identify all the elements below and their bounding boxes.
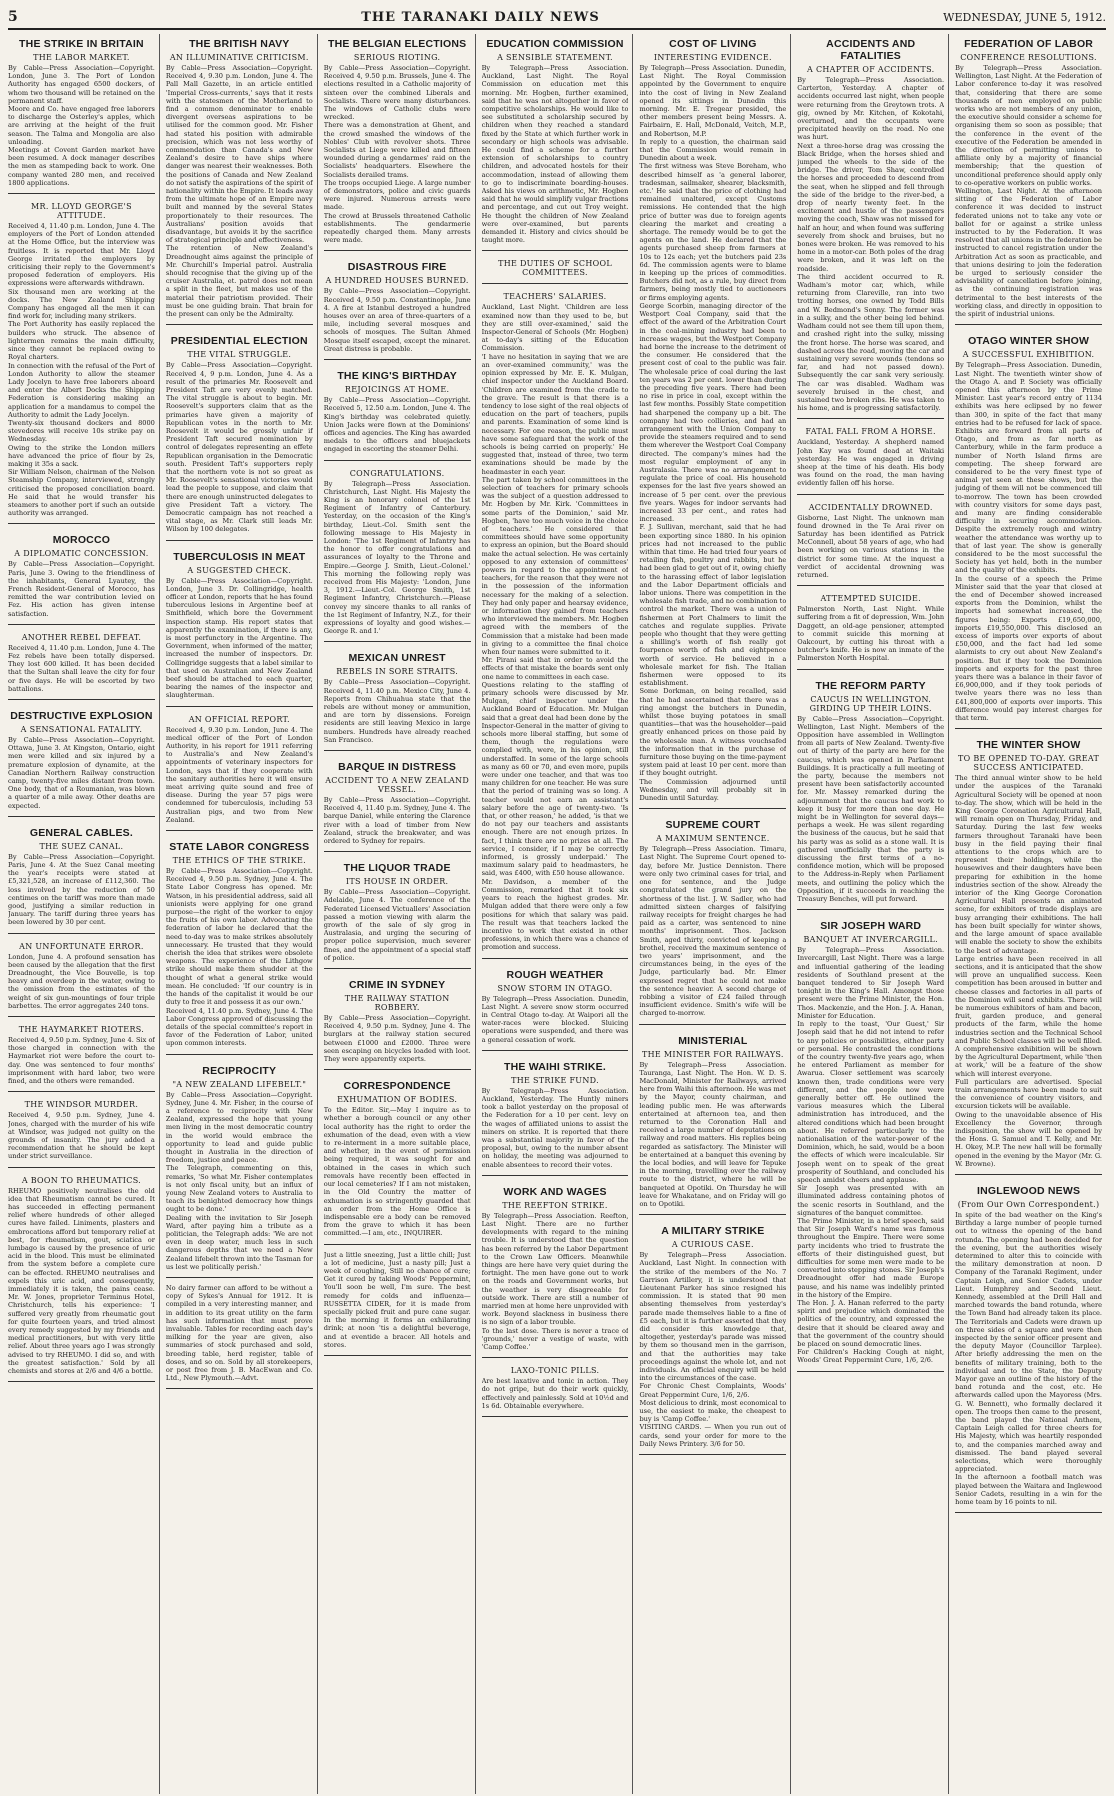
- section-divider: [166, 830, 313, 831]
- article-paragraph: By Telegraph—Press Association. Carterton, Yesterday. A chapter of accidents occurred last night, when people were returning from the Greytown trots. A gig, owned by Mr. Kitchen, of Kokotahi, overturned, and the occupants were precipitated heavily on the road. No one was hurt.: [797, 76, 945, 142]
- section-divider: [8, 1016, 155, 1017]
- article-headline: SUPREME COURT: [665, 819, 761, 832]
- article: [166, 34, 313, 331]
- article-subheading: MR. LLOYD GEORGE'S ATTITUDE.: [31, 202, 132, 221]
- article-subheading: LAXO-TONIC PILLS.: [510, 1366, 600, 1376]
- article-paragraph: By Cable—Press Association—Copyright. Received 4, 9.50 p.m. Constantinople, June 4. A fire at Istanbul destroyed a hundred houses over an area of three-quarters of a mile, including several mosques and schools of mosques. The Sultan Ahmed Mosque itself escaped, except the minaret. Great distress is probable.: [323, 287, 471, 353]
- article-paragraph: By Telegraph—Press Association. Christchurch, Last Night. His Majesty the King is an honorary colonel of the 1st Regiment of Infantry of Canterbury. Yesterday, on the occasion of the King's birthday, Lieut.-Col. Smith sent the following message to His Majesty in London: 'The 1st Regiment of Infantry has the honor to offer congratulations and assurances of loyalty to the Throne and Empire.—George J. Smith, Lieut.-Colonel.' This morning the following reply was received from His Majesty: 'London, June 3, 1912.—Lieut.-Col. George Smith, 1st Regiment Infantry, Christchurch.—Please convey my sincere thanks to all ranks of the 1st Regiment of Infantry, N.Z., for their expressions of loyalty and good wishes.—George R. and I.': [323, 479, 471, 636]
- article-headline: ROUGH WEATHER: [506, 968, 604, 981]
- article-subheading: CONGRATULATIONS.: [349, 468, 445, 478]
- section-divider: [324, 968, 471, 969]
- article-paragraph: By Cable—Press Association—Copyright. Wellington, Last Night. Members of the Opposition have assembled in Wellington from all parts of New Zealand. Twenty-five out of thirty of the party are here for the caucus, which was opened in Parliament Buildings. It is practically a full meeting of the party, because the members not present have been satisfactorily accounted for. Mr. Massey remarked during the adjournment that the caucus had work to keep it busy for more than one day. He might be in Wellington for several days—perhaps a week. He was silent regarding the business of the caucus, but he said that his party was as solid as a stone wall. It is gathered unofficially that the party is discussing the first terms of a no-confidence motion, which will be proposed to the Address-in-Reply when Parliament meets, and outlining the policy which the Opposition, if it succeeds in reaching the Treasury Benches, will put forward.: [797, 714, 945, 904]
- section-divider: [797, 1371, 944, 1372]
- article-paragraph: By Telegraph—Press Association. Invercargill, Last Night. There was a large and influential gathering of the leading residents of Southland present at the banquet tendered to Sir Joseph Ward tonight in the King's Hall. Amongst those present were the Prime Minister, the Hon. Thos. Mackenzie, and the Hon. J. A. Hanan, Minister for Education.: [797, 946, 945, 1020]
- section-divider: [324, 359, 471, 360]
- section-divider: [797, 585, 944, 586]
- article-headline: THE REFORM PARTY: [815, 679, 926, 692]
- section-divider: [324, 641, 471, 642]
- issue-date: WEDNESDAY, JUNE 5, 1912.: [943, 10, 1106, 24]
- section-divider: [324, 250, 471, 251]
- article-subheading: A CHAPTER OF ACCIDENTS.: [807, 65, 935, 74]
- article-headline: STATE LABOR CONGRESS: [169, 841, 310, 854]
- section-divider: [8, 816, 155, 817]
- article-subheading: SERIOUS RIOTING.: [353, 53, 441, 62]
- article-subheading: THE WINDSOR MURDER.: [24, 1100, 139, 1110]
- section-divider: [797, 909, 944, 910]
- article-paragraph: Auckland, Yesterday. A shepherd named John Kay was found dead at Waitaki yesterday. He was engaged in driving sheep at the time of his death. His body was found on the road, the man having evidently fallen off his horse.: [797, 438, 945, 488]
- article-paragraph: Received 4, 11.40 p.m. London, June 4. The employers of the Port of London attended at the Home Office, but the interview was fruitless. It is reported that Mr. Lloyd George irritated the employers by criticising their reply to the Government's proposed federation of employers. His expressions were afterwards withdrawn.: [8, 222, 155, 288]
- article-paragraph: Sir William Nelson, chairman of the Nelson Steamship Company, interviewed, strongly criticised the proposed conciliation board. He said that he would transfer his steamers to another port if such an outside authority was arranged.: [8, 468, 155, 518]
- article-subheading: A BOON TO RHEUMATICS.: [21, 1175, 142, 1185]
- news-column: [797, 34, 949, 1794]
- section-divider: [797, 494, 944, 495]
- article-subheading: CAUCUS IN WELLINGTON. GIRDING UP THEIR LOINS.: [809, 694, 932, 713]
- article-subheading: REBELS IN SORE STRAITS.: [336, 667, 459, 677]
- article-subheading: TO BE OPENED TO-DAY. GREAT SUCCESS ANTICIPATED.: [958, 754, 1100, 773]
- article-paragraph: Mr. Davidson, a member of the Commission, remarked that it took six years to reach the highest grades. Mr. Mulgan added that there were only a few positions for which that salary was paid. The result was that teachers lacked the incentive to work that existed in other professions, in which there was a chance of promotion and success.: [481, 877, 629, 952]
- section-divider: [482, 283, 629, 284]
- section-divider: [166, 540, 313, 541]
- article-paragraph: By Cable—Press Association—Copyright. Received 4, 9.50 p.m. Sydney, June 4. The burglars at the railway station secured between £1000 and £2000. Three were seen escaping on bicycles loaded with loot. They were apparently experts.: [323, 1014, 471, 1064]
- article-paragraph: F. J. Sullivan, merchant, said that he had been exporting since 1880. In his opinion prices had not increased to the public within that time. He had tried four years of retailing fish, poultry and rabbits, but he had been glad to get out of it, owing chiefly to the harassing effect of labor legislation and the Labor Department officials and labor unions. There was competition in the wholesale fish trade, and no combination to control the market. There was a union of fishermen at Port Chalmers to limit the catches and regulate supplies. Private people who thought that they were getting a shilling's worth of fish really got fourpence worth of fish and eightpence worth of service. He believed in a wholesale market for fish. The Italian fishermen were opposed to its establishment.: [639, 523, 787, 688]
- article-paragraph: By Telegraph—Press Association. Dunedin, Last Night. A severe snow storm occurred in Central Otago to-day. At Waipori all the water-races were blocked. Sluicing operations were suspended, and there was a general cessation of work.: [481, 994, 629, 1044]
- article-headline: MEXICAN UNREST: [348, 652, 446, 665]
- article: [324, 1076, 471, 1250]
- article-headline: COST OF LIVING: [669, 38, 757, 50]
- article-paragraph: Most delicious to drink, most economical to use, the easiest to make, the cheapest to buy is 'Camp Coffee.': [639, 1398, 787, 1424]
- section-divider: [166, 324, 313, 325]
- article-subheading: FATAL FALL FROM A HORSE.: [805, 427, 936, 437]
- section-divider: [482, 1416, 629, 1417]
- article-subheading: A DIPLOMATIC CONCESSION.: [14, 549, 149, 559]
- article-headline: THE STRIKE IN BRITAIN: [19, 38, 144, 50]
- article-headline: PRESIDENTIAL ELECTION: [170, 335, 308, 348]
- section-divider: [324, 1244, 471, 1245]
- section-divider: [324, 851, 471, 852]
- article-paragraph: The Hon. J. A. Hanan referred to the party spirit and prejudice which dominated the politics of the country, and expressed the desire that it should be cleared away and that the government of the country should be placed on sound democratic lines.: [797, 1299, 945, 1349]
- article-paragraph: By Cable—Press Association—Copyright. Received 4, 11.40 p.m. Sydney, June 4. The barque Daniel, while entering the Clarence river with a load of timber from New Zealand, struck the breakwater, and was ordered to Sydney for repairs.: [323, 796, 471, 846]
- section-divider: [797, 418, 944, 419]
- article-subheading: THE LABOR MARKET.: [33, 53, 130, 62]
- article-headline: OTAGO WINTER SHOW: [968, 335, 1090, 348]
- section-divider: [639, 808, 786, 809]
- article-subheading: CONFERENCE RESOLUTIONS.: [960, 53, 1097, 62]
- article-paragraph: Next a three-horse drag was crossing the Black Bridge, when the horses shied and jumped the wheels to the side of the bridge. The driver, Tom Shaw, controlled the horses and proceeded to descend from the seat, when he slipped and fell through the side of the bridge to the river-bed, a drop of nearly twenty feet. In the excitement and hustle of the passengers moving the coach, Shaw was not missed for half an hour, and when found was suffering severely from shock and bruises, but no bones were broken. He was removed to his home in a motor-car. Both poles of the drag were broken, and it was left on the roadside.: [797, 141, 945, 273]
- article-paragraph: The third annual winter show to be held under the auspices of the Taranaki Agricultural Society will be opened at noon to-day. The show, which will be held in the King George Coronation Agricultural Hall, will remain open on Thursday, Friday, and Saturday. During the last few weeks farmers throughout Taranaki have been busy in the field paying their final attentions to the crops which are to represent their holdings, while the housewives and their daughters have been preparing for exhibition in the home industries section of the show. Already the interior of the King George Coronation Agricultural Hall presents an animated scene, for exhibitors of trade displays are busy arranging their exhibitions. The hall has been built specially for winter shows, and the large amount of space available will enable the society to show the exhibits to the best of advantage.: [955, 774, 1103, 955]
- section-divider: [639, 1454, 786, 1455]
- article: [166, 1061, 313, 1284]
- section-divider: [324, 1355, 471, 1356]
- section-divider: [324, 1069, 471, 1070]
- article-subheading: THE MINISTER FOR RAILWAYS.: [641, 1049, 784, 1059]
- article-headline: MINISTERIAL: [678, 1034, 748, 1047]
- article-subheading: (From Our Own Correspondent.): [957, 1199, 1100, 1209]
- article-subheading: THE REEFTON STRIKE.: [502, 1200, 608, 1210]
- section-divider: [955, 324, 1102, 325]
- section-divider: [8, 699, 155, 700]
- article-paragraph: VISITING CARDS. — When you run out of cards, send your order for more to the Daily News Printery. 3/6 for 50.: [639, 1423, 787, 1448]
- article-subheading: AN UNFORTUNATE ERROR.: [19, 941, 144, 951]
- section-divider: [8, 624, 155, 625]
- article-paragraph: To the last dose. There is never a trace of 'grounds,' never a vestige of waste, with 'Camp Coffee.': [481, 1326, 629, 1352]
- article-paragraph: Twenty-six thousand dockers and 8000 stevedores will receive 10s strike pay on Wednesday.: [8, 418, 155, 444]
- article-subheading: A HUNDRED HOUSES BURNED.: [325, 276, 469, 286]
- article-paragraph: By Telegraph—Press Association. Auckland, Yesterday. The Huntly miners took a ballot yesterday on the proposal of the Federation for a 10 per cent. levy on the wages of affiliated unions to assist the miners on strike. It is reported that there was a substantial majority in favor of the proposal, but, owing to the number absent on holiday, the meeting was adjourned to enable absentees to record their votes.: [481, 1086, 629, 1169]
- article-paragraph: In spite of the bad weather on the King's Birthday a large number of people turned out to witness the opening of the band rotunda. The opening had been decided for the evening, but the authorities wisely determined to alter this to coincide with the military demonstration at noon. D Company of the Taranaki Regiment, under Captain Leigh, and Senior Cadets, under Lieut. Humphrey and Second Lieut. Kennedy, assembled at the Drill Hall and marched towards the band rotunda, where the Town Band had already taken its place. The Territorials and Cadets were drawn up on three sides of a square and were then inspected by the senior officer present and the deputy Mayor (Councillor Tarplee). After briefly addressing the men on the benefits of military training, both to the individual and to the State, the Deputy Mayor gave an outline of the history of the band rotunda and the cost, etc. He afterwards called upon the Mayoress (Mrs. G. W. Bennett), who formally declared it open. The troops then came to the present, the band played the National Anthem, Captain Leigh called for three cheers for His Majesty, which was heartily responded to, and the companies marched away and dismissed. The band played several selections, which were thoroughly appreciated.: [955, 1210, 1103, 1474]
- article-paragraph: To the Editor. Sir,—May I inquire as to whether a borough council or any other local authority has the right to order the exhumation of the dead, even with a view to re-interment in a more suitable place, and whether, in the event of permission being required, it was sought for and obtained in the cases in which such removals have recently been effected in our local cemeteries? If I am not mistaken, in the Old Country the matter of exhumation is so stringently guarded that an order from the Home Office is indispensable ere a body can be removed from the grave to which it has been committed.—I am, etc., INQUIRER.: [323, 1106, 471, 1238]
- article: [8, 1023, 155, 1098]
- section-divider: [482, 1050, 629, 1051]
- article-subheading: A SENSATIONAL FATALITY.: [20, 725, 143, 734]
- article-subheading: A MAXIMUM SENTENCE.: [656, 834, 770, 844]
- article: [955, 331, 1102, 735]
- article: [797, 34, 944, 425]
- article-paragraph: Full particulars are advertised. Special train arrangements have been made to suit the convenience of country visitors, and excursion tickets will be available.: [955, 1077, 1103, 1111]
- article: [166, 331, 313, 546]
- article-headline: MOROCCO: [52, 534, 111, 547]
- article: [8, 631, 155, 706]
- article-paragraph: The troops occupied Liege. A large number of demonstrators, police and civic guards were injured. Numerous arrests were made.: [323, 178, 471, 212]
- article-paragraph: By Telegraph—Press Association. Dunedin, Last Night. The Royal Commission appointed by the Government to enquire into the cost of living in New Zealand opened its sittings in Dunedin this morning. Mr. E. Tregear presided, the other members present being Messrs. A. Fairbairn, E. Hall, McDonald, Veitch, M.P., and Robertson, M.P.: [639, 64, 787, 138]
- article-headline: WORK AND WAGES: [503, 1185, 607, 1198]
- article: [324, 257, 471, 366]
- article: [639, 1031, 786, 1222]
- article-paragraph: The third accident occurred to R. Wadham's motor car, which, while returning from Clareville, ran into two trotting horses, one owned by Todd Bills and W. Bedmond's Sonny. The former was in a sulky, and the other being led behind. Wadham could not see them till upon them, and crashed right into the sulky, missing the front horse. The horse was scared, and dashed across the road, moving the car and sustaining very severe wounds (tendons so far, and had not passed down). Subsequently the car sank very seriously. The car was disabled. Wadham was severely bruised in the chest, and sustained two broken ribs. He was taken to his home, and is progressing satisfactorily.: [797, 272, 945, 413]
- article: [797, 592, 944, 675]
- article-paragraph: Meetings at Covent Garden market have been resumed. A dock manager describes the men as stampeding back to work. One company wanted 280 men, and received 1800 applications.: [8, 146, 155, 187]
- article-paragraph: In the course of a speech the Prime Minister said that the year that closed at the end of December showed increased exports from the Dominion, whilst the imports had somewhat increased, the figures being: Exports £19,650,000, imports £19,550,000. This disclosed an excess of imports over exports of about £50,000, and the fact had led some alarmists to cry out about New Zealand's position. But if they took the Dominion imports and exports for the past three years there was a balance in their favor of £6,900,000, and if they took periods of twelve years there was no less than £41,800,000 of exports over imports. This difference would pay interest charges for that term.: [955, 574, 1103, 723]
- section-divider: [166, 706, 313, 707]
- article-paragraph: RHEUMO positively neutralises the old idea that Rheumatism cannot be cured. It has succeeded in effecting permanent relief where hundreds of other alleged cures have failed. Liniments, plasters and embrocations afford but temporary relief at best, for rheumatism, gout, sciatica or lumbago is caused by the presence of uric acid in the blood. This must be eliminated from the system before a complete cure can be effected. RHEUMO neutralises and expels this uric acid, and consequently, immediately it is taken, the pains cease. Mr. W. Jones, proprietor Terminus Hotel, Christchurch, tells his experience: 'I suffered very greatly from rheumatic gout for quite fourteen years, and tried almost every remedy suggested by my friends and medical practitioners, but with very little relief. About three years ago I was strongly advised to try RHEUMO. I did so, and with the greatest satisfaction.' Sold by all chemists and stores at 2/6 and 4/6 a bottle.: [8, 1186, 155, 1375]
- article-paragraph: Auckland, Last Night. 'Children are less examined now than they used to be, but they are still over-examined,' said the Inspector-General of Schools (Mr. Hogben) at to-day's sitting of the Education Commission.: [481, 303, 629, 353]
- article-paragraph: Palmerston North, Last Night. While suffering from a fit of depression, Wm. John Daggett, an old-age pensioner, attempted to commit suicide this morning at Oakcourt, by cutting his throat with a butcher's knife. He is now an inmate of the Palmerston North Hospital.: [797, 605, 945, 663]
- article-headline: FEDERATION OF LABOR: [964, 38, 1094, 50]
- article-subheading: INTERESTING EVIDENCE.: [653, 53, 772, 62]
- article: [8, 823, 155, 940]
- article: [166, 547, 313, 713]
- article-paragraph: Received 4, 9.30 p.m. London, June 4. The medical officer of the Port of London Authority, in his report for 1911 referring to Australia's and New Zealand's appointments of veterinary inspectors for London, says that if they cooperate with the sanitary authorities here it will ensure meat arriving quite sound and free of disease. During the year 57 pigs were condemned for tuberculosis, including 53 Australian pigs, and two from New Zealand.: [165, 725, 313, 824]
- article-paragraph: By Telegraph—Press Association. Auckland, Last Night. The Royal Commission on education met this morning. Mr. Hogben, further examined, said that he was not altogether in favor of competitive scholarships. He would like to see substituted a scholarship secured by children when they reached a standard fixed by the State at which further work in secondary or high schools was advisable. He could find a scheme for a further extension of scholarships to country children, and advocated hostels for their accommodation, instead of allowing them to go to indiscriminate boarding-houses. Asked his views on arithmetic, Mr. Hogben said that he would simplify vulgar fractions and percentage, and cut out Troy weight. He thought the children of New Zealand were over-examined, but parents demanded it. History and civics should be taught more.: [481, 64, 629, 245]
- article-paragraph: By Cable—Press Association—Copyright. Received 4, 9 p.m. London, June 4. As a result of the primaries Mr. Roosevelt and President Taft are very evenly matched. The vital struggle is about to begin. Mr. Roosevelt's supporters claim that as the primaries have given a majority of Republican votes in the north to Mr. Roosevelt it would be grossly unfair if President Taft secured nomination by control of delegates representing an effete Republican organisation in the Democratic south. President Taft's supporters reply that the northern vote is not so great as Mr. Roosevelt's sensational victories would lead the people to suppose, and claim that there are enough uninstructed delegates to give President Taft a victory. The Democratic campaign has not reached a vital stage, as Mr. Clark still leads Mr. Wilson by 100 delegates.: [165, 361, 313, 534]
- article-paragraph: By Cable—Press Association—Copyright. London, June 3. Dr. Collingridge, health officer at London, reports that he has found tuberculous lesions in Argentine beef at Smithfield, which bore the Government inspection stamp. His report states that apparently the examination, if there is any, is most perfunctory in the Argentine. The Government, when informed of the matter, increased the number of inspectors. Dr. Collingridge suggests that a label similar to that used on Australian and New Zealand beef should be attached to each quarter, bearing the names of the inspector and slaughterman.: [165, 576, 313, 700]
- article-paragraph: By Telegraph—Press Association. Auckland, Last Night. In connection with the strike of the members of the No. 7 Garrison Artillery, it is understood that Lieutenant Parker has since resigned his commission. It is stated that 90 men absenting themselves from yesterday's parade made themselves liable to a fine of £5 each, but it is further asserted that they did consider this knowledge that, altogether, yesterday's parade was missed by them so thousand men in the garrison, and that the authorities may take proceedings against the whole lot, and not individuals. An official enquiry will be held into the circumstances of the case.: [639, 1251, 787, 1383]
- article-subheading: THE STRIKE FUND.: [511, 1075, 599, 1085]
- article-paragraph: Just a little sneezing, Just a little chill; Just a lot of medicine, Just a nasty pill; Just a week of coughing, Still no chance of cure; Get it cured by taking Woods' Peppermint, You'll soon be well, I'm sure. The best remedy for colds and influenza—RUSSETTA CIDER, for it is made from specially picked fruit and pure cane sugar. In the morning it forms an exhilarating drink; at noon 'tis a delightful beverage, and at eventide a bracer. All hotels and stores.: [323, 1250, 471, 1349]
- article-subheading: AN ILLUMINATIVE CRITICISM.: [169, 53, 309, 62]
- article-paragraph: The Telegraph, commenting on this, remarks, 'So what Mr. Fisher contemplates is not only fiscal unity, but an influx of young New Zealand voters to Australia to teach its benighted democracy how things ought to be done.': [165, 1164, 313, 1214]
- article-headline: ACCIDENTS AND FATALITIES: [826, 38, 916, 62]
- article-paragraph: By Cable—Press Association—Copyright. Ottawa, June 3. At Kingston, Ontario, eight men were killed and six injured by a premature explosion of dynamite, at the Canadian Northern Railway construction camp, twenty-five miles distant from town. One body, that of a Roumanian, was blown a quarter of a mile away. Other deaths are expected.: [8, 736, 155, 810]
- article-paragraph: The retention of New Zealand's Dreadnought aims against the principle of Mr. Churchill's Imperial patrol. Australia should recognise that the giving up of the cruiser Australia, et. patrol does not mean a split in the fleet, but makes use of the material their patriotism provided. Their must be one guiding brain. That brain for the present can only be the Admiralty.: [165, 244, 313, 319]
- article-headline: A MILITARY STRIKE: [661, 1225, 765, 1238]
- article-paragraph: By Cable—Press Association—Copyright. Received 4, 9.50 p.m. Brussels, June 4. The elections resulted in a Catholic majority of sixteen over the combined Liberals and Socialists. There were many disturbances. The windows of Catholic clubs were wrecked.: [323, 64, 471, 122]
- article-subheading: BANQUET AT INVERCARGILL.: [803, 935, 938, 945]
- section-divider: [8, 193, 155, 194]
- article: [797, 425, 944, 500]
- article: [166, 713, 313, 837]
- article-paragraph: Questions relating to the staffing of primary schools were discussed by Mr. Mulgan, chief inspector under the Auckland Board of Education. Mr. Mulgan said that a great deal had been done by the Inspector-General in the matter of giving to schools more liberal staffing, but some of them, though the regulations were complied with, were, in his opinion, still understaffed. In some of the large schools as many as 60 or 70, and even more, pupils were under one teacher, and that was too many children for one teacher. He was sure that the period of training was so long. A teacher would not earn an assistant's salary before the age of twenty-two. 'Is that, or other reason,' he added, 'is that we do not pay our teachers and assistants enough. There are not enough prizes. In fact, I think there are no prizes at all. The service, I consider, if I may be correctly informed, is grossly underpaid.' The maximum salary paid to headmasters, he said, was £400, with £50 house allowance.: [481, 680, 629, 878]
- article-paragraph: Owing to the unavoidable absence of His Excellency the Governor, through indisposition, the show will be opened by the Hons. G. Samuel and T. Kelly, and Mr. H. Okey, M.P. The new hall will be formally opened in the evening by the Mayor (Mr. G. W. Browne).: [955, 1110, 1103, 1168]
- article: [8, 200, 155, 530]
- article-paragraph: Large entries have been received in all sections, and it is anticipated that the show will prove an unqualified success. Keen competition has been aroused in butter and cheese classes and factories in all parts of the Dominion will send exhibits. There will be numerous exhibitors of ham and bacon, fruit, garden produce, and general products of the farm, while the home industries section and the Technical School and Public School classes will be well filled. A comprehensive exhibition will be shown by the Agricultural Department, while 'then at work,' will be a feature of the show which will interest everyone.: [955, 954, 1103, 1078]
- article: [482, 257, 629, 290]
- article: [8, 530, 155, 630]
- article-paragraph: By Cable—Press Association—Copyright. London, June 3. The Port of London Authority has engaged 6500 dockers, of whom two thousand will be retained on the permanent staff.: [8, 64, 155, 105]
- article-headline: SIR JOSEPH WARD: [820, 920, 922, 933]
- article-paragraph: By Telegraph—Press Association. Reefton, Last Night. There are no further developments with regard to the mining trouble. It is understood that the question has been referred by the Labor Department to the Crown Law Officers. Meanwhile things are here have very quiet during the fortnight. The men have gone out to work on the roads and Government works, but the weather is very disagreeable for outside work. There are still a number of married men at home here unprovided with work. Beyond slackness in business there is no sign of a labor trouble.: [481, 1211, 629, 1327]
- page-number: 5: [8, 9, 18, 25]
- article: [797, 916, 944, 1377]
- section-divider: [324, 460, 471, 461]
- article-headline: DESTRUCTIVE EXPLOSION: [10, 710, 153, 722]
- article: [482, 1182, 629, 1364]
- section-divider: [797, 669, 944, 670]
- article-paragraph: Received 4, 9.50 p.m. Sydney, June 4. Six of those charged in connection with the Haymarket riot were before the court to-day. One was sentenced to four months' imprisonment with hard labor, two were fined, and the others were remanded.: [8, 1036, 155, 1086]
- article-subheading: TEACHERS' SALARIES.: [503, 292, 607, 302]
- article: [324, 975, 471, 1076]
- article-headline: TUBERCULOSIS IN MEAT: [173, 550, 306, 563]
- article-paragraph: There was a demonstration at Ghent, and the crowd smashed the windows of the Nobles' Club with revolver shots. Three Socialists at Liege were killed and fifteen wounded during a gendarmes' raid on the Socialists' headquarters. Elsewhere the Socialists derailed trams.: [323, 121, 471, 179]
- section-divider: [166, 1388, 313, 1389]
- article-subheading: THE SUEZ CANAL.: [39, 841, 124, 851]
- article: [324, 858, 471, 975]
- section-divider: [955, 1512, 1102, 1513]
- news-column: [324, 34, 476, 1794]
- article-paragraph: Moore and Co. have engaged free laborers to discharge the Osterley's apples, which are arriving at the height of the fruit season. The Talma and Mongolia are also unloading.: [8, 105, 155, 146]
- article: [639, 1221, 786, 1461]
- article-paragraph: Gisborne, Last Night. The unknown man found drowned in the Te Arai river on Saturday has been identified as Patrick McConnell, about 58 years of age, who had been working on various stations in the district for some time. At the inquest a verdict of accidental drowning was returned.: [797, 513, 945, 579]
- article-paragraph: Are best laxative and tonic in action. They do not gripe, but do their work quickly, effectively and painlessly. Sold at 10½d and 1s 6d. Obtainable everywhere.: [481, 1377, 629, 1410]
- section-divider: [8, 1381, 155, 1382]
- article-paragraph: By Cable—Press Association—Copyright. Received 5, 12.50 a.m. London, June 4. The King's birthday was celebrated quietly. Union Jacks were flown at the Dominions' offices and agencies. The King has awarded medals to the officers and bluejackets engaged in escorting the steamer Delhi.: [323, 396, 471, 454]
- article-paragraph: No dairy farmer can afford to be without a copy of Sykes's Annual for 1912. It is compiled in a very interesting manner, and in addition to its great utility on the farm has such information that must prove invaluable. Tables for recording each day's milking for the year are given, also summaries of stock purchased and sold, breeding table, herd register, table of doses, and so on. Sold by all storekeepers, or post free from J. B. MacEwan and Co. Ltd., New Plymouth.—Advt.: [165, 1283, 313, 1383]
- article-paragraph: London, June 4. A profound sensation has been caused by the allegation that the first Dreadnought, the Vice Bouvelle, is top heavy and overdeep in the water, owing to the omission from the estimates of the weight of six gun-mountings of four triple barbettes. The error aggregates 240 tons.: [8, 952, 155, 1010]
- article-paragraph: In reply to the toast, 'Our Guest,' Sir Joseph said that he did not intend to refer to any policies or possibilities, either party or personal. He contrasted the conditions of the country twenty-five years ago, when he entered Parliament as member for Awarua. Closer settlement was scarcely known then, trade conditions were very different, and the people now were generally better off. He outlined the various measures which the Liberal administration has introduced, and the altered conditions which had been brought about. He referred particularly to the nationalisation of the water-power of the Dominion, which, he said, would be a boon the effects of which were incalculable. Sir Joseph went on to speak of the great prosperity of Southland, and concluded his speech amidst cheers and applause.: [797, 1020, 945, 1184]
- article: [482, 290, 629, 964]
- article-paragraph: 'I have no hesitation in saying that we are an over-examined community,' was the opinion expressed by Mr. E. K. Mulgan, chief inspector under the Auckland Board. 'Children are examined from the cradle to the grave. The result is that there is a tendency to lose sight of the real objects of education on the part of teachers, pupils and parents. Examination of some kind is necessary. For one reason, the public must have some safeguard that the work of the schools is being carried on properly.' He suggested that, instead of three, two term examinations should be made by the headmaster in each year.: [481, 352, 629, 476]
- news-column: [166, 34, 318, 1794]
- article-headline: INGLEWOOD NEWS: [977, 1184, 1081, 1197]
- article-headline: CORRESPONDENCE: [343, 1080, 451, 1093]
- section-divider: [8, 1091, 155, 1092]
- article-paragraph: For Chronic Chest Complaints, Woods' Great Peppermint Cure, 1/6, 2/6.: [639, 1382, 787, 1399]
- article-subheading: ACCIDENT TO A NEW ZEALAND VESSEL.: [325, 776, 470, 794]
- article-subheading: EXHUMATION OF BODIES.: [337, 1095, 458, 1105]
- article-subheading: ITS HOUSE IN ORDER.: [345, 877, 449, 887]
- article-paragraph: The crowd at Brussels threatened Catholic establishments. The gendarmerie repeatedly charged them. Many arrests were made.: [323, 211, 471, 245]
- article-paragraph: By Cable—Press Association—Copyright. Received 4, 11.40 p.m. Mexico City, June 4. Reports from Chihuahua state that the rebels are without money or ammunition, and are torn by dissensions. Foreign residents are still leaving Mexico in large numbers. Hundreds have already reached San Francisco.: [323, 678, 471, 744]
- article-headline: THE BELGIAN ELECTIONS: [327, 38, 467, 50]
- article: [639, 34, 786, 815]
- article-paragraph: By Cable—Press Association—Copyright. Paris, June 3. Owing to the friendliness of the inhabitants, General Lyautey, the French Resident-General of Morocco, has remitted the war contribution levied on Fez. His action has given intense satisfaction.: [8, 560, 155, 618]
- article: [8, 1098, 155, 1173]
- article-subheading: "A NEW ZEALAND LIFEBELT.": [172, 1079, 307, 1089]
- article-paragraph: By Cable—Press Association—Copyright. Received 4, 9.50 p.m. Sydney, June 4. The State Labor Congress has opened. Mr. Watson, in his presidential address, said all unionists were applying for one grand purpose—the right of the worker to enjoy the fruits of his own labor. Advocating the federation of labor he declared that the need to-day was to make strikes absolutely unnecessary. He trusted that they would cherish the idea that strikes were obsolete weapons. The experience of the Lithgow strike should make them shudder at the thought of what a general strike would mean. He concluded: 'If our country is in the hands of the capitalist it would be our duty to free it and possess it as our own.': [165, 867, 313, 1007]
- column-area: [8, 34, 1106, 1794]
- article-paragraph: By Telegraph—Press Association. Tauranga, Last Night. The Hon. W. D. S. MacDonald, Minister for Railways, arrived here from Waihi this afternoon. He was met by the Mayor, county chairman, and leading public men. He was afterwards entertained at afternoon tea, and then returned to the Coronation Hall and received a large number of deputations on railway and road matters. His replies being regarded as satisfactory. The Minister will be entertained at a banquet this evening by the local bodies, and will leave for Tepuke in the morning, travelling over the railway route to the district, where he will be banqueted at Opotiki. On Thursday he will leave for Whakatane, and on Friday will go on to Opotiki.: [639, 1060, 787, 1208]
- article-subheading: A SUGGESTED CHECK.: [187, 565, 292, 575]
- article-paragraph: The Port Authority has easily replaced the builders who struck. The absence of lightermen remains the main difficulty, since they cannot be replaced owing to Royal charters.: [8, 320, 155, 362]
- article-paragraph: Received 4, 9.50 p.m. Sydney, June 4. Jones, charged with the murder of his wife at Windsor, was judged not guilty on the grounds of insanity. The jury added a recommendation that he should be kept under strict surveillance.: [8, 1111, 155, 1161]
- article-headline: BARQUE IN DISTRESS: [338, 761, 457, 773]
- article: [324, 34, 471, 257]
- article-subheading: THE HAYMARKET RIOTERS.: [18, 1025, 145, 1035]
- article: [639, 815, 786, 1030]
- article: [324, 366, 471, 466]
- article-paragraph: By Telegraph—Press Association. Wellington, Last Night. At the Federation of Labor conference to-day it was resolved that, considering that there are some thousands of men employed on public works who are not members of any union, the executive should consider a scheme for organising them so soon as possible; that the conference in the event of the executive of the Federation be amended in the direction of permitting unions to affiliate only by a majority of financial membership; that the question of unconditional preference should apply only to co-operative workers on public works.: [955, 64, 1103, 187]
- article-subheading: A SUCCESSFUL EXHIBITION.: [962, 350, 1095, 360]
- article-paragraph: The Commission adjourned until Wednesday, and will probably sit in Dunedin until Saturday.: [639, 777, 787, 803]
- article-headline: CRIME IN SYDNEY: [348, 979, 446, 992]
- article-subheading: ACCIDENTALLY DROWNED.: [808, 502, 933, 512]
- article-paragraph: By Cable—Press Association—Copyright. Paris, June 4. At the Suez Canal meeting the year's receipts were stated at £5,321,528, an increase of £112,360. The loss involved by the reduction of 50 centimes on the tariff was more than made good, justifying a similar reduction in January. The tariff during three years has been lowered by 30 per cent.: [8, 852, 155, 927]
- section-divider: [482, 250, 629, 251]
- article-paragraph: Sir Joseph was presented with an illuminated address containing photos of the scenic resorts in Southland, and the signatures of the banquet committee.: [797, 1184, 945, 1217]
- article-paragraph: By Cable—Press Association—Copyright. Sydney, June 4. Mr. Fisher, in the course of a reference to reciprocity with New Zealand, expressed the hope that young men living in the most democratic country in the world would embrace the opportunity to lead and guide public thought in Australia in the direction of freedom, justice and peace.: [165, 1090, 313, 1165]
- article: [8, 706, 155, 823]
- article-subheading: AN OFFICIAL REPORT.: [188, 714, 290, 724]
- article: [166, 837, 313, 1060]
- article: [8, 1174, 155, 1389]
- article-headline: THE LIQUOR TRADE: [343, 862, 451, 875]
- article: [955, 735, 1102, 1181]
- news-column: [8, 34, 160, 1794]
- article: [482, 1364, 629, 1423]
- article-headline: THE BRITISH NAVY: [189, 38, 290, 50]
- article-paragraph: Dealing with the invitation to Sir Joseph Ward, after paying him a tribute as a politician, the Telegraph adds: 'We are not even in deep water, much less in such dangerous depths that we need a New Zealand lifebelt thrown into the Tasman for us lest we politically perish.': [165, 1213, 313, 1271]
- article-paragraph: For Children's Hacking Cough at night, Woods' Great Peppermint Cure, 1/6, 2/6.: [797, 1348, 945, 1365]
- article-paragraph: In connection with the refusal of the Port of London Authority to allow the steamer Lady Jocelyn to have free laborers aboard and enter the Albert Docks the Shipping Federation is considering making an application for a mandamus to compel the Authority to admit the Lady Jocelyn.: [8, 361, 155, 419]
- section-divider: [639, 1024, 786, 1025]
- article-subheading: REJOICINGS AT HOME.: [344, 385, 450, 395]
- article-paragraph: Mr. Pirani said that in order to avoid the effects of that mistake the boards sent only one name to committees in each case.: [481, 656, 629, 681]
- article-paragraph: The part taken by school committees in the selection of teachers for primary schools was the subject of a question addressed to Mr. Hogben by Mr. Kirk. 'Committees in some parts of the Dominion,' said Mr. Hogben, 'have too much voice in the choice of teachers.' He considered that committees should have some opportunity to express an opinion, but the Board should make the actual selection. He was certainly opposed to any extension of committees' powers in regard to the appointment of teachers, for the reason that they were not in the possession of the information necessary for the making of a selection. They had only paper and hearsay evidence, or information they gained from teachers who interviewed the members. Mr. Hogben agreed with the members of the Commission that a mistake had been made in giving to a committee the final choice when four names were submitted to it.: [481, 475, 629, 656]
- article: [8, 34, 155, 200]
- article-subheading: THE VITAL STRUGGLE.: [187, 350, 292, 360]
- article-subheading: ATTEMPTED SUICIDE.: [820, 594, 922, 604]
- article-paragraph: By Telegraph—Press Association. Timaru, Last Night. The Supreme Court opened to-day, before Mr. Justice Denniston. There were only two criminal cases for trial, and one for sentence, and the Judge congratulated the grand jury on the shortness of the list. J. W. Sadler, who had admitted sixteen charges of falsifying railway receipts for freight charges he had paid as a carter, was sentenced to nine months' imprisonment. Thos. Jackson Smith, aged thirty, convicted of keeping a brothel, received the maximum sentence of two years' imprisonment, and the circumstances being, in the eyes of the Judge, particularly bad. Mr. Elmer expressed regret that he could not make the sentence heavier. A second charge of robbing a visitor of £24 failed through insufficient evidence. Smith's wife will be charged to-morrow.: [639, 845, 787, 1018]
- article-subheading: A SENSIBLE STATEMENT.: [497, 53, 613, 62]
- article: [797, 676, 944, 917]
- section-divider: [955, 1174, 1102, 1175]
- newspaper-title: THE TARANAKI DAILY NEWS: [361, 9, 600, 25]
- article-paragraph: Received 4, 11.40 p.m. Sydney, June 4. The Labor Congress approved of discussing the details of the special committee's report in favor of the Federation of Labor, united upon common interests.: [165, 1006, 313, 1048]
- section-divider: [639, 1214, 786, 1215]
- article-headline: THE KING'S BIRTHDAY: [337, 370, 457, 383]
- article: [482, 965, 629, 1057]
- article: [324, 467, 471, 649]
- article-paragraph: Six thousand men are working at the docks. The New Zealand Shipping Company has engaged all the men it can find work for, including many strikers.: [8, 287, 155, 321]
- article-paragraph: The Prime Minister, in a brief speech, said that Sir Joseph Ward's name was famous throughout the Empire. There were some party incidents who tried to frustrate the efforts of their distinguished guest, but difficulties for some men were made to be converted into stepping stones. Sir Joseph's Dreadnought offer had made Europe pause, and his name was indelibly printed in the history of the Empire.: [797, 1216, 945, 1299]
- article-headline: RECIPROCITY: [202, 1064, 277, 1077]
- article-subheading: THE ETHICS OF THE STRIKE.: [172, 856, 306, 866]
- article-subheading: SNOW STORM IN OTAGO.: [497, 983, 613, 993]
- section-divider: [955, 728, 1102, 729]
- news-column: [639, 34, 791, 1794]
- article: [324, 1251, 471, 1362]
- section-divider: [482, 958, 629, 959]
- section-divider: [8, 523, 155, 524]
- article: [955, 34, 1102, 331]
- article-paragraph: By Cable—Press Association—Copyright. Adelaide, June 4. The conference of the Federated Licensed Victuallers' Association passed a motion viewing with alarm the growth of the sale of sly grog in Australasia, and urging the securing of proper police supervision, much severer fines, and the appointment of a special staff of police.: [323, 888, 471, 962]
- section-divider: [482, 1175, 629, 1176]
- section-divider: [482, 1357, 629, 1358]
- article: [482, 1057, 629, 1182]
- news-column: [482, 34, 634, 1794]
- article-paragraph: Some Dorkman, on being recalled, said that he had ascertained that there was a ring amongst the butchers in Dunedin, whilst those buying potatoes in small quantities—that was the householder—paid greatly enhanced prices on those paid by the wholesale man. A witness vouchsafed the information that in the purchase of furniture those buying on the time-payment system paid at least 10 per cent. more than if they bought outright.: [639, 687, 787, 778]
- article: [324, 648, 471, 757]
- section-divider: [8, 1167, 155, 1168]
- article-headline: DISASTROUS FIRE: [347, 261, 447, 274]
- section-divider: [324, 750, 471, 751]
- article-subheading: A CURIOUS CASE.: [671, 1240, 754, 1250]
- article: [8, 940, 155, 1023]
- article-paragraph: Received 4, 11.40 p.m. London, June 4. The Fez rebels have been totally dispersed. They lost 600 killed. It has been decided that the Sultan shall leave the city for four or five days. He will be escorted by two battalions.: [8, 643, 155, 693]
- article: [955, 1181, 1102, 1519]
- section-divider: [166, 1277, 313, 1278]
- section-divider: [166, 1054, 313, 1055]
- article: [797, 501, 944, 593]
- article: [324, 757, 471, 858]
- article: [166, 1284, 313, 1395]
- article-subheading: ANOTHER REBEL DEFEAT.: [21, 632, 142, 642]
- article-paragraph: In the afternoon a football match was played between the Waitara and Inglewood Senior Cadets, resulting in a win for the home team by 16 points to nil.: [955, 1473, 1103, 1507]
- article-headline: THE WINTER SHOW: [976, 739, 1081, 752]
- article-paragraph: George Scorbin, managing director of the Westport Coal Company, said that the effect of the award of the Arbitration Court in the coal-mining industry had been to increase wages, but the Westport Company had borne the increase to the detriment of the consumer. He considered that the present cost of coal to the public was fair. The wholesale price of coal during the last ten years was 2 per cent. lower than during the preceding five years. There had been no rise in price in coal, except within the last few months. Possibly State competition had sharpened the company up a bit. The company had two collieries, and had an arrangement with the Union Company to provide the steamers required and to send them wherever the Westport Coal Company directed. The company's mines had the most regular employment of any in Australasia. There was no arrangement to regulate the price of coal. His household expenses for the last five years showed an increase of 5 per cent. over the previous five years. Wages for indoor servants had increased 33 per cent., and rates had increased.: [639, 301, 787, 524]
- article-subheading: THE DUTIES OF SCHOOL COMMITTEES.: [498, 259, 612, 278]
- article-headline: THE WAIHI STRIKE.: [504, 1060, 606, 1073]
- article-paragraph: By Telegraph—Press Association. Dunedin, Last Night. The twentieth winter show of the Otago A. and P. Society was officially opened this afternoon by the Prime Minister. Last year's record entry of 1134 exhibits was here eclipsed by no fewer than 300, in spite of the fact that many entries had to be refused for lack of space. Exhibits are forward from all parts of Otago, and from as far north as Canterbury, while in the farm produce a number of North Island firms are competing. The sheep forward are considered to be the very finest type of animal yet seen at these shows, but the judging of them will not be commenced till to-morrow. The town has been crowded with country visitors for some days past, and many are finding considerable difficulty in securing accommodation. Despite the extremely rough and wintry weather the attendance was worthy up to that of last year. The show is generally considered to be the most successful the Society has yet held, both in the number and the quality of the exhibits.: [955, 361, 1103, 575]
- article: [482, 34, 629, 257]
- article-subheading: THE RAILWAY STATION ROBBERY.: [344, 994, 450, 1013]
- article-headline: EDUCATION COMMISSION: [486, 38, 624, 50]
- article-paragraph: In reply to a question, the chairman said that the Commission would remain in Dunedin about a week.: [639, 137, 787, 163]
- section-divider: [8, 933, 155, 934]
- article-paragraph: By Cable—Press Association—Copyright. Received 4, 9.30 p.m. London, June 4. The Pall Mall Gazette, in an article entitled 'Imperial Cross-currents,' says that it rests with the statesmen of the Motherland to find a common denominator to enable divergent overseas aspirations to be utilised for the common good. Mr. Fisher had stated his position with admirable precision, which was not less worthy of commendation than Canada's and New Zealand's desire to have ships where danger was nearest their weaknesses. Both the positions of Canada and New Zealand do not satisfy the aspirations of the spirit of nationality within the Empire. It leads away from the ultimate hope of an Empire navy built and manned by the several States proportionately to their resources. The Australians' position avoids that disadvantage, but avoids it by the sacrifice of strategical principle and effectiveness.: [165, 64, 313, 245]
- news-column: [955, 34, 1106, 1794]
- masthead: [8, 6, 1106, 30]
- article-paragraph: The first witness was Steve Boreham, who described himself as 'a general laborer, tradesman, sailmaker, shearer, blacksmith, etc.' He said that the price of clothing had remained unaltered, except Customs remissions. He contended that the high price of butter was due to foreign agents clearing the market and creating a shortage. The remedy would be to get the agents on the land. He declared that the agents purchased sheep from farmers at 10s to 12s each; yet the butchers paid 23s 6d. The commission agents were to blame in keeping up the prices of commodities. Butchers did not, as a rule, buy direct from farmers, being mostly tied to auctioneers or firms employing agents.: [639, 162, 787, 302]
- article-paragraph: Owing to the strike the London millers have advanced the price of flour by 2s, making it 35s a sack.: [8, 443, 155, 468]
- article-paragraph: Wellington, Last Night. At the afternoon sitting of the Federation of Labor conference it was decided to instruct federated unions not to take any vote or ballot for or against a strike unless instructed to by the Federation. It was resolved that all unions in the federation be instructed to cancel registration under the Arbitration Act as soon as practicable, and that unions desiring to join the federation be urged to seriously consider the advisability of cancellation before joining, as the continuing registration was detrimental to the best interests of the working class, and directly in opposition to the spirit of industrial unions.: [955, 187, 1103, 319]
- article-headline: GENERAL CABLES.: [29, 826, 133, 839]
